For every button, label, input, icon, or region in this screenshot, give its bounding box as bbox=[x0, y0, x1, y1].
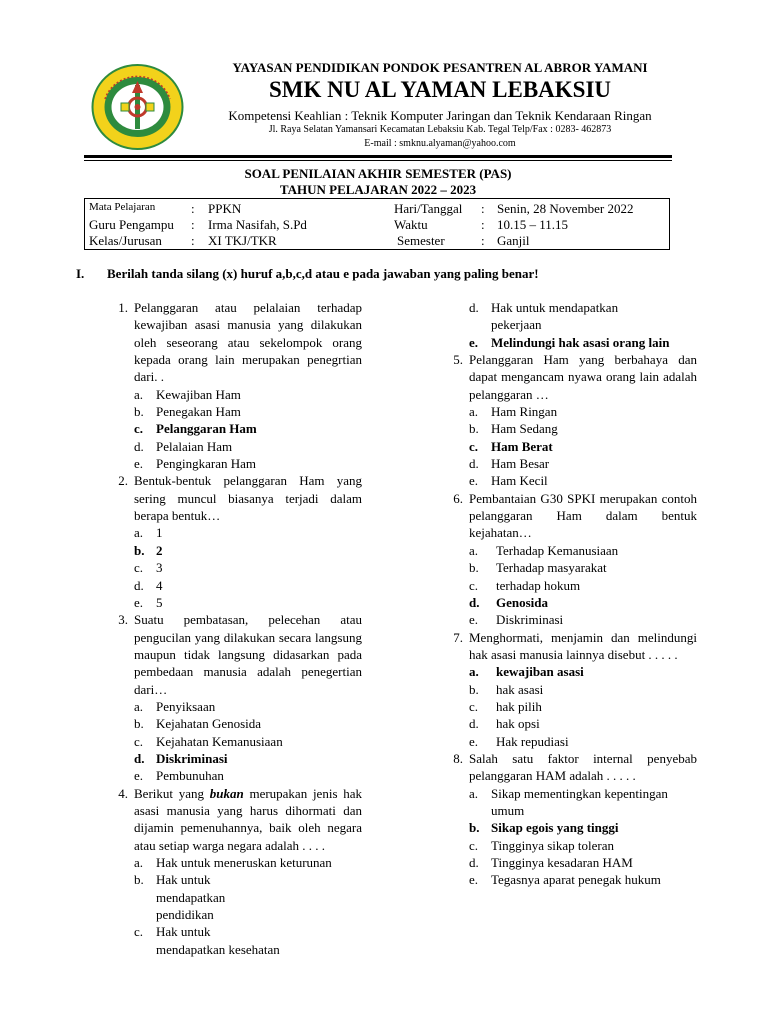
semester-label: Semester bbox=[397, 233, 445, 248]
question-7 bbox=[441, 629, 697, 750]
school-logo bbox=[91, 63, 184, 151]
option-d[interactable]: d. Tingginya kesadaran HAM bbox=[469, 855, 633, 870]
question-number: 1. bbox=[118, 300, 128, 315]
option-c[interactable]: c. Kejahatan Kemanusiaan bbox=[134, 733, 283, 749]
option-b[interactable]: b. Penegakan Ham bbox=[134, 404, 241, 420]
semester-value: Ganjil bbox=[497, 233, 530, 248]
question-text: Salah satu faktor internal penyebab pelanggaran HAM adalah . . . . . bbox=[469, 750, 697, 784]
option-e[interactable]: e. Pengingkaran Ham bbox=[134, 456, 257, 472]
header-divider-thin bbox=[84, 160, 672, 161]
option-e[interactable]: e. Diskriminasi bbox=[469, 612, 564, 628]
class-value: XI TKJ/TKR bbox=[208, 233, 277, 248]
question-text: Bentuk-bentuk pelanggaran Ham yang sering muncul biasanya terjadi dalam berapa bentuk… bbox=[134, 473, 362, 524]
option-c[interactable]: c. hak pilih bbox=[469, 698, 542, 714]
option-d[interactable]: d. Pelalaian Ham bbox=[134, 438, 233, 454]
option-e[interactable]: e. 5 bbox=[134, 594, 163, 610]
question-number: 3. bbox=[118, 612, 128, 628]
question-2 bbox=[106, 472, 362, 611]
option-a[interactable]: a. Hak untuk meneruskan keturunan bbox=[134, 855, 332, 870]
teacher-colon: : bbox=[191, 217, 195, 232]
question-4-continued bbox=[441, 299, 697, 351]
header-divider-thick bbox=[84, 155, 672, 158]
option-b-answer[interactable]: b. 2 bbox=[134, 542, 163, 558]
option-d[interactable]: d. hak opsi bbox=[469, 716, 540, 732]
date-value: Senin, 28 November 2022 bbox=[497, 201, 634, 216]
question-text: Pelanggaran atau pelalaian terhadap kewajiban asasi manusia yang dilakukan oleh seseorang atau sekelompok orang kepada orang lain merupakan penegrtian dari. . bbox=[134, 300, 362, 385]
address-line: Jl. Raya Selatan Yamansari Kecamatan Lebaksiu Kab. Tegal Telp/Fax : 0283- 462873 bbox=[268, 124, 612, 135]
option-a[interactable]: a. Ham Ringan bbox=[469, 404, 558, 420]
option-c[interactable]: c. Tingginya sikap toleran bbox=[469, 837, 615, 853]
time-value: 10.15 – 11.15 bbox=[497, 217, 569, 232]
time-label: Waktu bbox=[394, 217, 428, 232]
question-5 bbox=[441, 351, 697, 490]
foundation-name: YAYASAN PENDIDIKAN PONDOK PESANTREN AL ABROR YAMANI bbox=[232, 60, 648, 75]
option-a[interactable]: a. Terhadap Kemanusiaan bbox=[469, 542, 619, 558]
question-text: Suatu pembatasan, pelecehan atau pengucilan yang dilakukan secara langsung maupun tidak langsung didasarkan pada pembedaan manusia adalah penegertian dari… bbox=[134, 612, 362, 697]
option-b[interactable]: b. Hak untuk mendapatkan pendidikan bbox=[134, 872, 226, 923]
subject-colon: : bbox=[191, 201, 195, 216]
option-b[interactable]: b. Terhadap masyarakat bbox=[469, 560, 607, 576]
option-e[interactable]: e. Pembunuhan bbox=[134, 768, 224, 784]
school-name: SMK NU AL YAMAN LEBAKSIU bbox=[268, 77, 612, 102]
question-number: 2. bbox=[118, 473, 128, 489]
option-d[interactable]: d. 4 bbox=[134, 577, 163, 593]
question-number: 5. bbox=[453, 352, 463, 368]
class-colon: : bbox=[191, 233, 195, 248]
section-number: I. bbox=[76, 266, 85, 281]
option-a[interactable]: a. Kewajiban Ham bbox=[134, 386, 241, 402]
subject-label: Mata Pelajaran bbox=[89, 201, 156, 213]
question-column-right bbox=[441, 299, 697, 889]
competency-line: Kompetensi Keahlian : Teknik Komputer Jaringan dan Teknik Kendaraan Ringan bbox=[228, 108, 652, 123]
teacher-value: Irma Nasifah, S.Pd bbox=[208, 217, 307, 232]
option-d[interactable]: d. Hak untuk mendapatkan pekerjaan bbox=[469, 300, 619, 333]
option-d-answer[interactable]: d. Diskriminasi bbox=[134, 750, 228, 766]
date-colon: : bbox=[481, 201, 485, 216]
exam-info-box bbox=[84, 198, 670, 250]
option-c-answer[interactable]: c. Ham Berat bbox=[469, 438, 553, 454]
question-text: Menghormati, menjamin dan melindungi hak asasi manusia lainnya disebut . . . . . bbox=[469, 629, 697, 662]
question-text: Berikut yang bukan merupakan jenis hak asasi manusia yang harus dihormati dan dijamin pemenuhannya, baik oleh negara atau setiap warga negara adalah . . . . bbox=[134, 785, 363, 853]
option-a[interactable]: a. Sikap mementingkan kepentingan umum bbox=[469, 785, 668, 818]
option-d-answer[interactable]: d. Genosida bbox=[469, 594, 549, 610]
date-label: Hari/Tanggal bbox=[394, 201, 463, 216]
option-b[interactable]: b. Ham Sedang bbox=[469, 421, 558, 437]
question-number: 8. bbox=[453, 750, 463, 766]
option-c[interactable]: c. Hak untuk mendapatkan kesehatan bbox=[134, 924, 280, 957]
exam-year: TAHUN PELAJARAN 2022 – 2023 bbox=[279, 182, 477, 197]
option-e[interactable]: e. Ham Kecil bbox=[469, 473, 548, 489]
question-text: Pelanggaran Ham yang berbahaya dan dapat mengancam nyawa orang lain adalah pelanggaran … bbox=[469, 352, 697, 402]
question-text: Pembantaian G30 SPKI merupakan contoh pelanggaran Ham dalam bentuk kejahatan… bbox=[469, 490, 697, 541]
option-c[interactable]: c. terhadap hokum bbox=[469, 577, 581, 593]
question-8 bbox=[441, 750, 697, 889]
option-a-answer[interactable]: a. kewajiban asasi bbox=[469, 664, 584, 680]
option-c-answer[interactable]: c. Pelanggaran Ham bbox=[134, 421, 257, 437]
class-label: Kelas/Jurusan bbox=[89, 233, 162, 248]
subject-value: PPKN bbox=[208, 201, 242, 216]
question-column-left bbox=[106, 299, 362, 958]
option-b[interactable]: b. Kejahatan Genosida bbox=[134, 716, 262, 732]
option-b-answer[interactable]: b. Sikap egois yang tinggi bbox=[469, 820, 619, 836]
question-4 bbox=[106, 785, 362, 958]
option-e[interactable]: e. Hak repudiasi bbox=[469, 733, 569, 749]
time-colon: : bbox=[481, 217, 485, 232]
section-instruction: Berilah tanda silang (x) huruf a,b,c,d atau e pada jawaban yang paling benar! bbox=[107, 266, 539, 281]
exam-title: SOAL PENILAIAN AKHIR SEMESTER (PAS) bbox=[244, 166, 512, 181]
option-d[interactable]: d. Ham Besar bbox=[469, 456, 550, 472]
question-number: 7. bbox=[453, 629, 463, 645]
question-3 bbox=[106, 611, 362, 784]
teacher-label: Guru Pengampu bbox=[89, 217, 174, 232]
option-a[interactable]: a. Penyiksaan bbox=[134, 698, 216, 714]
semester-colon: : bbox=[481, 233, 485, 248]
option-e[interactable]: e. Tegasnya aparat penegak hukum bbox=[469, 872, 661, 888]
emphasis-bukan: bukan bbox=[209, 785, 244, 801]
question-1 bbox=[106, 299, 362, 472]
option-a[interactable]: a. 1 bbox=[134, 525, 163, 541]
question-number: 4. bbox=[118, 785, 128, 801]
option-e-answer[interactable]: e. Melindungi hak asasi orang lain bbox=[469, 334, 670, 350]
question-number: 6. bbox=[453, 490, 463, 506]
option-b[interactable]: b. hak asasi bbox=[469, 681, 544, 697]
email-line: E-mail : smknu.alyaman@yahoo.com bbox=[364, 138, 516, 149]
question-6 bbox=[441, 490, 697, 629]
option-c[interactable]: c. 3 bbox=[134, 560, 163, 576]
